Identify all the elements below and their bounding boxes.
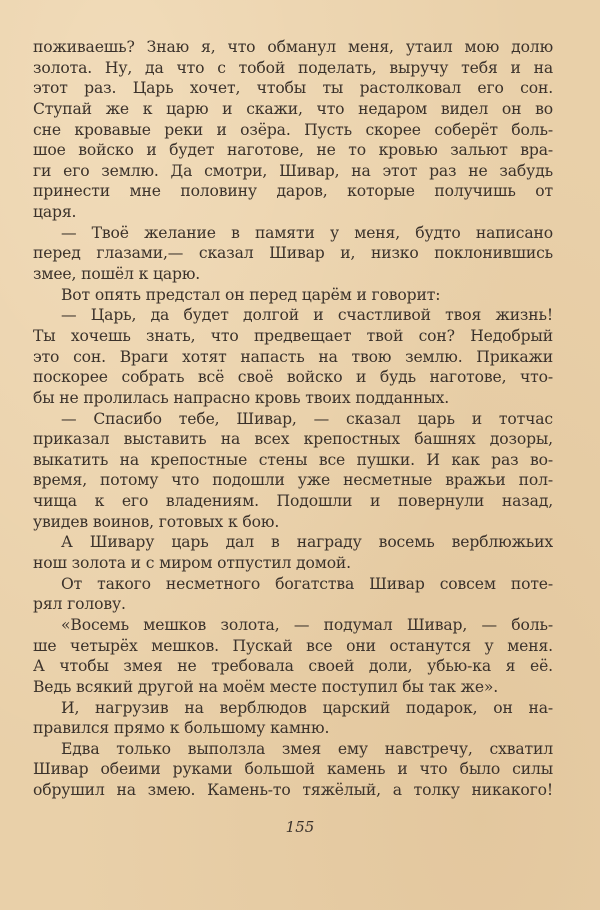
page-number: 155: [285, 818, 315, 836]
text-line: Едва только выползла змея ему навстречу, схватил: [61, 739, 553, 758]
text-line: выкатить на крепостные стены все пушки. И как раз во-: [33, 450, 553, 469]
text-line: — Спасибо тебе, Шивар, — сказал царь и тотчас: [61, 409, 553, 428]
text-line: чища к его владениям. Подошли и повернули назад,: [33, 492, 553, 511]
text-line: Шивар обеими руками большой камень и что было силы: [33, 760, 553, 779]
text-line: поживаешь? Знаю я, что обманул меня, утаил мою долю: [33, 38, 553, 56]
text-line: рял голову.: [33, 595, 126, 614]
text-line: нош золота и с миром отпустил домой.: [33, 554, 351, 573]
text-line: Ты хочешь знать, что предвещает твой сон? Недобрый: [33, 326, 553, 345]
text-line: это сон. Враги хотят напасть на твою землю. Прикажи: [33, 347, 553, 366]
text-line: Ведь всякий другой на моём месте поступил бы так же».: [33, 677, 499, 696]
text-line: Вот опять предстал он перед царём и говорит:: [61, 285, 441, 304]
text-line: змее, пошёл к царю.: [33, 265, 201, 284]
text-line: — Твоё желание в памяти у меня, будто написано: [61, 223, 553, 242]
text-line: принести мне половину даров, которые получишь от: [33, 182, 553, 201]
text-line: И, нагрузив на верблюдов царский подарок, он на-: [61, 698, 553, 717]
text-line: поскорее собрать всё своё войско и будь наготове, что-: [33, 368, 553, 387]
text-line: От такого несметного богатства Шивар совсем поте-: [61, 574, 553, 593]
text-line: приказал выставить на всех крепостных башнях дозоры,: [33, 430, 553, 449]
text-line: золота. Ну, да что с тобой поделать, выручу тебя и на: [33, 58, 553, 77]
text-line: А чтобы змея не требовала своей доли, убью-ка я её.: [33, 657, 553, 676]
text-line: увидев воинов, готовых к бою.: [33, 512, 280, 531]
text-line: — Царь, да будет долгой и счастливой твоя жизнь!: [61, 306, 553, 325]
text-line: А Шивару царь дал в награду восемь верблюжьих: [61, 533, 553, 552]
text-line: время, потому что подошли уже несметные вражьи пол-: [33, 471, 553, 490]
text-line: «Восемь мешков золота, — подумал Шивар, — боль-: [61, 615, 553, 634]
text-line: сне кровавые реки и озёра. Пусть скорее соберёт боль-: [33, 120, 553, 139]
page-body: [33, 37, 553, 801]
text-line: царя.: [33, 203, 77, 222]
text-line: правился прямо к большому камню.: [33, 719, 330, 738]
text-line: обрушил на змею. Камень-то тяжёлый, а толку никакого!: [33, 781, 553, 800]
text-line: ше четырёх мешков. Пускай все они останутся у меня.: [33, 636, 553, 655]
text-line: перед глазами,— сказал Шивар и, низко поклонившись: [33, 244, 553, 263]
text-line: Ступай же к царю и скажи, что недаром видел он во: [33, 99, 553, 118]
text-line: бы не пролилась напрасно кровь твоих подданных.: [33, 388, 450, 407]
text-line: этот раз. Царь хочет, чтобы ты растолковал его сон.: [33, 79, 553, 98]
text-line: шое войско и будет наготове, не то кровью зальют вра-: [33, 141, 553, 160]
text-line: ги его землю. Да смотри, Шивар, на этот раз не забудь: [33, 161, 553, 180]
